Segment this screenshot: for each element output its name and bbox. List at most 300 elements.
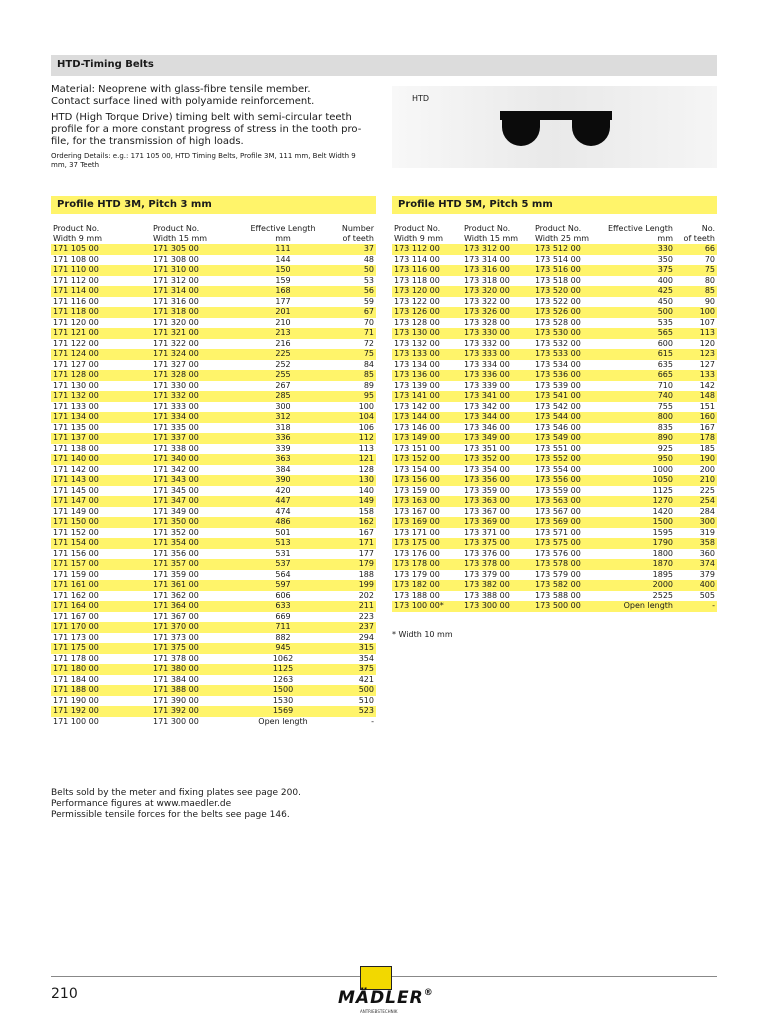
table-cell: 740: [603, 391, 675, 402]
table-cell: 635: [657, 359, 673, 369]
table-cell: 173 576 00: [535, 548, 581, 558]
table-cell: 173 112 00: [392, 244, 462, 255]
table-cell: 171 140 00: [51, 454, 151, 465]
table-cell: 173 171 00: [394, 527, 440, 537]
table-cell: 2525: [652, 590, 673, 600]
table-row: [51, 454, 376, 465]
table-cell: 450: [657, 296, 673, 306]
table-cell: 171 188 00: [51, 685, 151, 696]
table-row: [392, 528, 717, 539]
section-header: [51, 55, 717, 76]
table-row: [51, 559, 376, 570]
table-cell: 390: [243, 475, 323, 486]
table-cell: 171 340 00: [151, 454, 243, 465]
table-cell: 100: [675, 307, 717, 318]
table-cell: 597: [243, 580, 323, 591]
table-cell: 171 105 00: [51, 244, 151, 255]
table-cell: 173 139 00: [394, 380, 440, 390]
table-cell: 375: [603, 265, 675, 276]
table-cell: 171 147 00: [51, 496, 151, 507]
table-cell: 615: [603, 349, 675, 360]
column-header: Number of teeth: [341, 224, 374, 243]
table-cell: 171 180 00: [51, 664, 151, 675]
table-cell: 171 167 00: [53, 611, 99, 621]
belt-tooth-shape: [502, 118, 540, 146]
table-row: [392, 276, 717, 287]
table-cell: 1420: [652, 506, 673, 516]
table-cell: 171 124 00: [51, 349, 151, 360]
table-cell: 171 120 00: [53, 317, 99, 327]
table-cell: 173 569 00: [533, 517, 603, 528]
table-cell: 173 533 00: [533, 349, 603, 360]
table-cell: 216: [275, 338, 291, 348]
table-cell: 171 320 00: [153, 317, 199, 327]
table-cell: 171 373 00: [153, 632, 199, 642]
table-cell: 171 100 00: [53, 716, 99, 726]
table-cell: 173 549 00: [533, 433, 603, 444]
table-row: [51, 391, 376, 402]
table-row: [392, 601, 717, 612]
table-cell: 173 163 00: [392, 496, 462, 507]
table-cell: 173 349 00: [462, 433, 533, 444]
table-cell: 421: [358, 674, 374, 684]
table-row: [51, 276, 376, 287]
table-cell: 565: [603, 328, 675, 339]
logo-subtitle: ANTRIEBSTECHNIK: [360, 1009, 398, 1014]
table-cell: 171 134 00: [51, 412, 151, 423]
table-cell: 173 534 00: [535, 359, 581, 369]
table-cell: 200: [699, 464, 715, 474]
table-cell: 173 571 00: [535, 527, 581, 537]
table-cell: 173 330 00: [462, 328, 533, 339]
table-cell: 53: [363, 275, 374, 285]
table-row: [51, 255, 376, 266]
table-cell: 158: [358, 506, 374, 516]
width-footnote: * Width 10 mm: [392, 630, 453, 639]
table-row: [51, 612, 376, 623]
table-cell: 173 151 00: [394, 443, 440, 453]
table-row: [392, 286, 717, 297]
table-cell: 173 544 00: [533, 412, 603, 423]
table-row: [51, 349, 376, 360]
table-row: [51, 475, 376, 486]
table-cell: 173 176 00: [394, 548, 440, 558]
table-cell: 312: [243, 412, 323, 423]
table-cell: 173 578 00: [533, 559, 603, 570]
table-row: [51, 685, 376, 696]
table-cell: 133: [675, 370, 717, 381]
table-row: [392, 265, 717, 276]
table-cell: 173 500 00: [533, 601, 603, 612]
table-row: [392, 454, 717, 465]
table-row: [51, 423, 376, 434]
table-cell: 173 120 00: [392, 286, 462, 297]
table-cell: 167: [699, 422, 715, 432]
description-text: HTD (High Torque Drive) timing belt with semi-circular teeth profile for a more constant progress of stress in the tooth pro-file, for the transmission of high loads.: [51, 112, 362, 147]
table-cell: 633: [243, 601, 323, 612]
footer-line: Permissible tensile forces for the belts see page 146.: [51, 810, 290, 820]
column-header: Product No. Width 15 mm: [464, 224, 519, 243]
table-cell: Open length: [258, 716, 308, 726]
table-cell: 56: [323, 286, 376, 297]
table-row: [51, 538, 376, 549]
table-cell: 75: [323, 349, 376, 360]
table-row: [392, 549, 717, 560]
table-cell: 171 328 00: [151, 370, 243, 381]
table-cell: 173 382 00: [462, 580, 533, 591]
table-row: [51, 601, 376, 612]
table-cell: 173 154 00: [394, 464, 440, 474]
table-cell: 171 310 00: [151, 265, 243, 276]
table-cell: 171 142 00: [53, 464, 99, 474]
table-cell: 173 526 00: [533, 307, 603, 318]
table-cell: 354: [358, 653, 374, 663]
table-cell: 171 327 00: [153, 359, 199, 369]
table-cell: 755: [657, 401, 673, 411]
table-5m-title-bar: [392, 196, 717, 214]
table-cell: 173 146 00: [394, 422, 440, 432]
column-header: Effective Length mm: [607, 224, 673, 243]
table-cell: 665: [603, 370, 675, 381]
table-cell: 173 114 00: [394, 254, 440, 264]
table-cell: 177: [358, 548, 374, 558]
table-cell: 510: [358, 695, 374, 705]
table-cell: 173 541 00: [533, 391, 603, 402]
table-cell: 173 134 00: [394, 359, 440, 369]
table-cell: 144: [275, 254, 291, 264]
table-cell: 171 338 00: [153, 443, 199, 453]
table-cell: 1125: [652, 485, 673, 495]
column-header: Product No. Width 9 mm: [394, 224, 444, 243]
table-cell: -: [371, 716, 374, 726]
table-cell: 1790: [603, 538, 675, 549]
table-cell: 1870: [603, 559, 675, 570]
table-cell: 113: [358, 443, 374, 453]
table-cell: 531: [275, 548, 291, 558]
table-cell: 173 133 00: [392, 349, 462, 360]
column-header: Product No. Width 25 mm: [535, 224, 590, 243]
table-cell: 173 336 00: [462, 370, 533, 381]
table-row: [51, 570, 376, 581]
table-cell: 201: [243, 307, 323, 318]
table-cell: 188: [358, 569, 374, 579]
table-cell: 173 351 00: [464, 443, 510, 453]
table-cell: 59: [363, 296, 374, 306]
table-cell: 173 514 00: [535, 254, 581, 264]
table-cell: 173 516 00: [533, 265, 603, 276]
table-row: [51, 675, 376, 686]
table-cell: 199: [323, 580, 376, 591]
table-row: [392, 465, 717, 476]
table-cell: 50: [323, 265, 376, 276]
table-cell: 171 178 00: [53, 653, 99, 663]
table-cell: 447: [243, 496, 323, 507]
table-row: [51, 265, 376, 276]
table-cell: 535: [657, 317, 673, 327]
table-cell: 67: [323, 307, 376, 318]
table-row: [51, 444, 376, 455]
table-cell: 173 322 00: [464, 296, 510, 306]
table-cell: 237: [323, 622, 376, 633]
table-cell: 400: [675, 580, 717, 591]
table-cell: 1500: [243, 685, 323, 696]
table-row: [51, 664, 376, 675]
table-cell: 171 375 00: [151, 643, 243, 654]
page-number: 210: [51, 986, 78, 1002]
table-cell: 173 332 00: [464, 338, 510, 348]
table-cell: 173 130 00: [392, 328, 462, 339]
table-row: [392, 255, 717, 266]
table-cell: 173 530 00: [533, 328, 603, 339]
table-cell: 375: [323, 664, 376, 675]
table-row: [51, 381, 376, 392]
table-cell: 173 320 00: [462, 286, 533, 297]
table-cell: 173 367 00: [464, 506, 510, 516]
table-cell: 128: [358, 464, 374, 474]
table-cell: 173 559 00: [535, 485, 581, 495]
table-row: [51, 654, 376, 665]
table-cell: 173 582 00: [533, 580, 603, 591]
table-row: [392, 486, 717, 497]
table-cell: 171 314 00: [151, 286, 243, 297]
table-cell: 167: [358, 527, 374, 537]
table-cell: 71: [323, 328, 376, 339]
table-row: [51, 360, 376, 371]
table-cell: 104: [323, 412, 376, 423]
table-cell: 173 128 00: [394, 317, 440, 327]
table-cell: 211: [323, 601, 376, 612]
table-cell: 89: [363, 380, 374, 390]
table-row: [392, 339, 717, 350]
belt-profile-image: [392, 86, 717, 168]
table-cell: 173 363 00: [462, 496, 533, 507]
table-row: [51, 549, 376, 560]
table-cell: 374: [675, 559, 717, 570]
table-row: [392, 360, 717, 371]
table-cell: 173 156 00: [392, 475, 462, 486]
table-cell: 171 152 00: [53, 527, 99, 537]
table-cell: 173 342 00: [464, 401, 510, 411]
table-row: [392, 370, 717, 381]
table-cell: 171 357 00: [151, 559, 243, 570]
table-cell: 171 342 00: [153, 464, 199, 474]
table-cell: 890: [603, 433, 675, 444]
table-cell: 173 369 00: [462, 517, 533, 528]
table-row: [51, 328, 376, 339]
table-cell: 173 346 00: [464, 422, 510, 432]
table-row: [392, 402, 717, 413]
table-row: [392, 517, 717, 528]
column-header: Product No. Width 9 mm: [53, 224, 103, 243]
table-cell: 179: [323, 559, 376, 570]
table-cell: 173 556 00: [533, 475, 603, 486]
table-cell: 171 132 00: [51, 391, 151, 402]
table-row: [51, 717, 376, 728]
table-cell: 173 356 00: [462, 475, 533, 486]
table-cell: 1270: [603, 496, 675, 507]
table-cell: 267: [275, 380, 291, 390]
table-cell: 173 344 00: [462, 412, 533, 423]
table-cell: 171 161 00: [51, 580, 151, 591]
table-row: [392, 412, 717, 423]
table-cell: 173 333 00: [462, 349, 533, 360]
table-cell: 80: [704, 275, 715, 285]
table-cell: 173 371 00: [464, 527, 510, 537]
table-cell: 1062: [272, 653, 294, 663]
table-cell: 106: [358, 422, 374, 432]
table-cell: 171 370 00: [151, 622, 243, 633]
table-cell: 225: [243, 349, 323, 360]
table-cell: 171 157 00: [51, 559, 151, 570]
table-cell: 173 182 00: [392, 580, 462, 591]
table-cell: 70: [704, 254, 715, 264]
table-cell: 173 575 00: [533, 538, 603, 549]
table-cell: 171 356 00: [153, 548, 199, 558]
footer-line: Belts sold by the meter and fixing plates see page 200.: [51, 788, 301, 798]
table-row: [51, 507, 376, 518]
table-cell: 90: [704, 296, 715, 306]
table-cell: 171 322 00: [153, 338, 199, 348]
table-cell: 120: [699, 338, 715, 348]
table-cell: 85: [323, 370, 376, 381]
table-cell: 1530: [272, 695, 294, 705]
table-cell: 173 334 00: [464, 359, 510, 369]
table-cell: Open length: [603, 601, 675, 612]
table-cell: 150: [243, 265, 323, 276]
table-cell: 173 546 00: [535, 422, 581, 432]
table-cell: 223: [358, 611, 374, 621]
table-cell: 950: [603, 454, 675, 465]
table-cell: 300: [675, 517, 717, 528]
table-cell: 173 178 00: [392, 559, 462, 570]
table-cell: 173 520 00: [533, 286, 603, 297]
table-cell: 171 156 00: [53, 548, 99, 558]
table-cell: 711: [243, 622, 323, 633]
table-cell: 171 390 00: [153, 695, 199, 705]
table-cell: 486: [243, 517, 323, 528]
table-row: [392, 570, 717, 581]
table-header-row: [51, 223, 376, 244]
table-cell: 2000: [603, 580, 675, 591]
table-row: [51, 318, 376, 329]
table-cell: 100: [358, 401, 374, 411]
table-cell: 171 121 00: [51, 328, 151, 339]
table-cell: 112: [323, 433, 376, 444]
table-cell: 173 118 00: [394, 275, 440, 285]
footer-notes: [51, 788, 301, 821]
table-cell: 171 118 00: [51, 307, 151, 318]
table-row: [51, 486, 376, 497]
table-cell: 185: [699, 443, 715, 453]
table-cell: 379: [699, 569, 715, 579]
table-cell: 173 539 00: [535, 380, 581, 390]
table-cell: 285: [243, 391, 323, 402]
table-cell: 171 175 00: [51, 643, 151, 654]
table-cell: 319: [699, 527, 715, 537]
table-cell: 294: [358, 632, 374, 642]
table-cell: 113: [675, 328, 717, 339]
table-cell: 835: [657, 422, 673, 432]
table-row: [392, 538, 717, 549]
table-cell: 173 326 00: [462, 307, 533, 318]
table-cell: 171 335 00: [153, 422, 199, 432]
column-header: Product No. Width 15 mm: [153, 224, 208, 243]
table-cell: 173 175 00: [392, 538, 462, 549]
maedler-logo: [338, 966, 438, 1016]
table-cell: 140: [358, 485, 374, 495]
table-cell: 111: [243, 244, 323, 255]
table-cell: 318: [275, 422, 291, 432]
table-cell: 171 138 00: [53, 443, 99, 453]
table-cell: 171 114 00: [51, 286, 151, 297]
table-cell: 171 162 00: [53, 590, 99, 600]
table-cell: 173 518 00: [535, 275, 581, 285]
table-cell: 159: [275, 275, 291, 285]
table-cell: 171 159 00: [53, 569, 99, 579]
table-cell: 173 122 00: [394, 296, 440, 306]
table-cell: 123: [675, 349, 717, 360]
table-row: [392, 244, 717, 255]
table-cell: 173 159 00: [394, 485, 440, 495]
table-cell: 173 352 00: [462, 454, 533, 465]
footer-line: Performance figures at www.maedler.de: [51, 799, 232, 809]
table-cell: 171 312 00: [153, 275, 199, 285]
table-row: [51, 286, 376, 297]
table-cell: 500: [603, 307, 675, 318]
table-cell: 171 354 00: [151, 538, 243, 549]
table-cell: 173 136 00: [392, 370, 462, 381]
table-cell: 350: [657, 254, 673, 264]
table-cell: 171 133 00: [53, 401, 99, 411]
table-cell: 173 314 00: [464, 254, 510, 264]
table-cell: 171 190 00: [53, 695, 99, 705]
table-cell: 474: [275, 506, 291, 516]
table-cell: 255: [243, 370, 323, 381]
table-cell: 945: [243, 643, 323, 654]
table-cell: 70: [363, 317, 374, 327]
table-cell: 173 179 00: [394, 569, 440, 579]
table-cell: 171 130 00: [53, 380, 99, 390]
table-cell: 171 334 00: [151, 412, 243, 423]
table-cell: 178: [675, 433, 717, 444]
table-row: [392, 559, 717, 570]
table-cell: 171 145 00: [53, 485, 99, 495]
table-cell: 168: [243, 286, 323, 297]
table-cell: 284: [699, 506, 715, 516]
table-cell: 173 563 00: [533, 496, 603, 507]
table-cell: 800: [603, 412, 675, 423]
table-cell: 173 318 00: [464, 275, 510, 285]
table-cell: 173 354 00: [464, 464, 510, 474]
table-row: [51, 433, 376, 444]
image-label: HTD: [412, 94, 430, 103]
table-cell: 400: [657, 275, 673, 285]
table-cell: 173 116 00: [392, 265, 462, 276]
table-cell: 173 375 00: [462, 538, 533, 549]
table-row: [51, 643, 376, 654]
table-5m: [392, 223, 717, 612]
table-cell: 173 512 00: [533, 244, 603, 255]
table-cell: 151: [699, 401, 715, 411]
table-cell: 173 522 00: [535, 296, 581, 306]
table-cell: 171 380 00: [151, 664, 243, 675]
table-cell: 171 135 00: [53, 422, 99, 432]
page-title: HTD-Timing Belts: [57, 59, 154, 70]
table-cell: 523: [323, 706, 376, 717]
table-cell: 171 154 00: [51, 538, 151, 549]
table-cell: 171 359 00: [153, 569, 199, 579]
table-cell: 171 173 00: [53, 632, 99, 642]
